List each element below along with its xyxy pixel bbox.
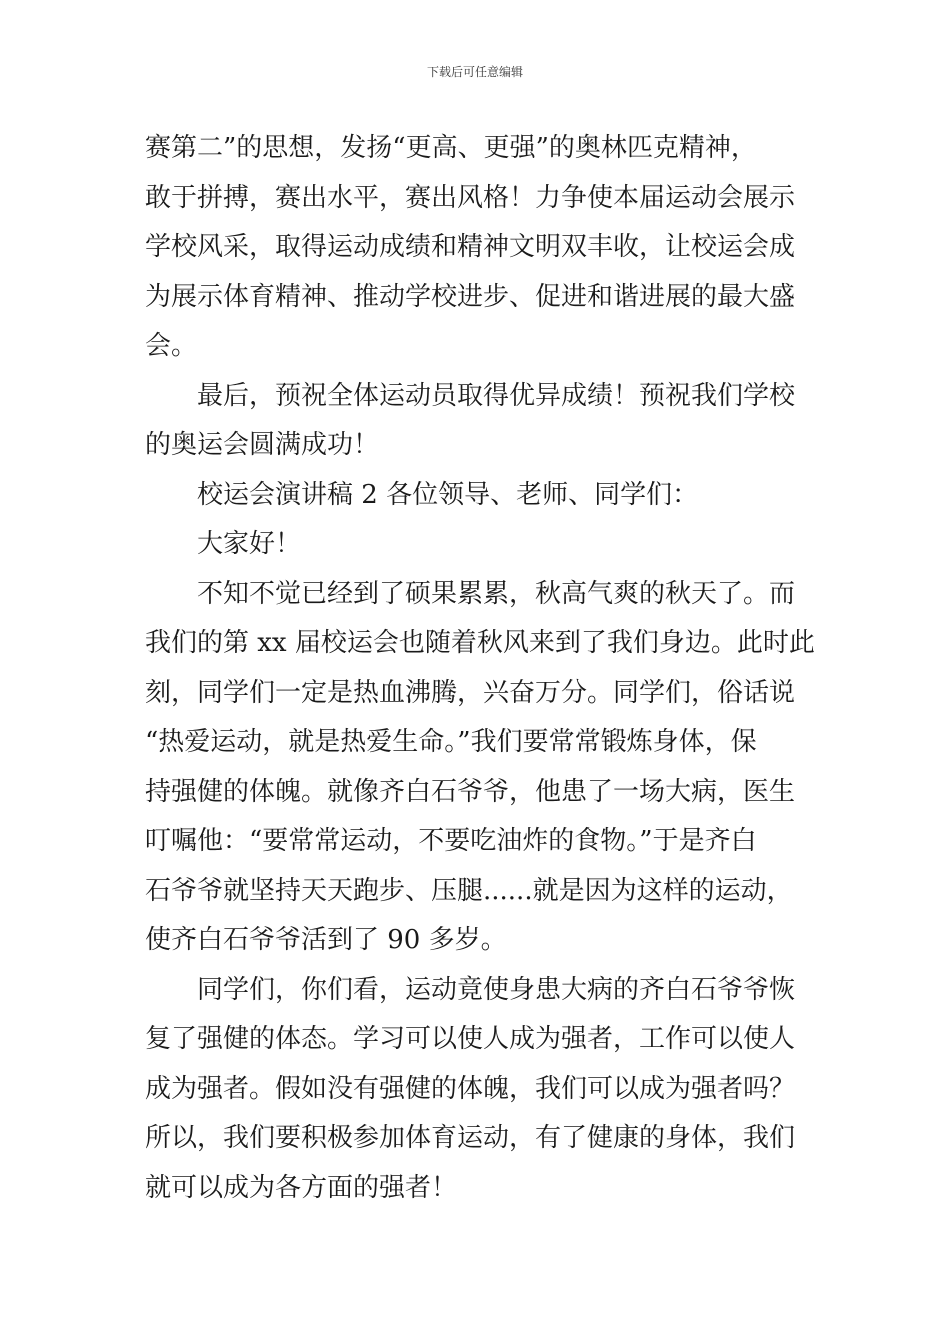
text-line: 持强健的体魄。就像齐白石爷爷，他患了一场大病，医生 — [145, 776, 796, 807]
paragraph — [145, 520, 825, 570]
text-line: 为展示体育精神、推动学校进步、促进和谐进展的最大盛 — [145, 281, 796, 312]
text-line: 使齐白石爷爷活到了 90 多岁。 — [145, 925, 507, 955]
text-line: 所以，我们要积极参加体育运动，有了健康的身体，我们 — [145, 1123, 796, 1153]
paragraph — [145, 124, 825, 372]
text-line: 不知不觉已经到了硕果累累，秋高气爽的秋天了。而 — [197, 578, 796, 609]
text-line: 敢于拼搏，赛出水平，赛出风格！力争使本届运动会展示 — [145, 182, 796, 213]
text-line: 复了强健的体态。学习可以使人成为强者，工作可以使人 — [145, 1024, 796, 1054]
text-line: 会。 — [145, 331, 198, 361]
text-line: 最后，预祝全体运动员取得优异成绩！预祝我们学校 — [197, 380, 796, 411]
text-line: 刻，同学们一定是热血沸腾，兴奋万分。同学们，俗话说 — [145, 677, 796, 708]
text-line: 大家好！ — [197, 529, 302, 559]
paragraph — [145, 570, 825, 966]
text-line: “热爱运动，就是热爱生命。”我们要常常锻炼身体，保 — [145, 727, 757, 757]
text-line: 石爷爷就坚持天天跑步、压腿......就是因为这样的运动， — [145, 875, 793, 906]
document-body — [145, 124, 825, 1213]
paragraph — [145, 471, 825, 521]
text-line: 就可以成为各方面的强者！ — [145, 1172, 458, 1203]
text-line: 校运会演讲稿 2 各位领导、老师、同学们： — [197, 479, 699, 510]
paragraph — [145, 966, 825, 1214]
text-line: 我们的第 xx 届校运会也随着秋风来到了我们身边。此时此 — [145, 628, 815, 658]
text-line: 学校风采，取得运动成绩和精神文明双丰收，让校运会成 — [145, 232, 796, 262]
text-line: 叮嘱他：“要常常运动，不要吃油炸的食物。”于是齐白 — [145, 826, 757, 856]
page-header: 下载后可任意编辑 — [426, 65, 523, 79]
paragraph — [145, 372, 825, 471]
text-line: 同学们，你们看，运动竟使身患大病的齐白石爷爷恢 — [197, 974, 796, 1005]
text-line: 的奥运会圆满成功！ — [145, 430, 380, 460]
text-line: 赛第二”的思想，发扬“更高、更强”的奥林匹克精神， — [145, 133, 757, 163]
text-line: 成为强者。假如没有强健的体魄，我们可以成为强者吗？ — [145, 1073, 796, 1104]
